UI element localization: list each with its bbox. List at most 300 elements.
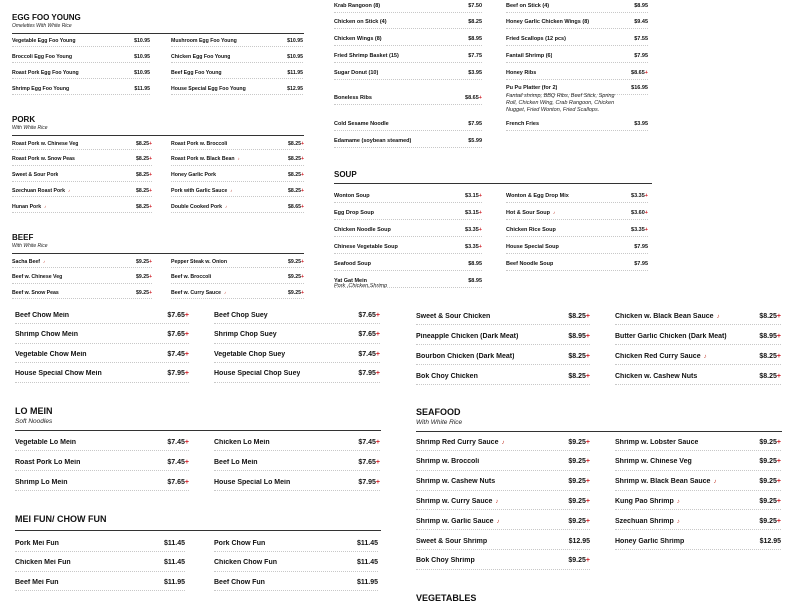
item-name: Sugar Donut (10) xyxy=(334,70,379,76)
price-plus-mark: + xyxy=(184,438,189,446)
price-plus-mark: + xyxy=(478,210,482,216)
item-price: $7.65+ xyxy=(167,311,189,319)
item-name: House Special Lo Mein xyxy=(214,478,291,486)
item-price: $8.25+ xyxy=(568,372,590,380)
item-price: $7.75 xyxy=(468,53,482,59)
price-plus-mark: + xyxy=(644,193,648,199)
spicy-icon: ♪ xyxy=(44,203,47,209)
item-name: Hot & Sour Soup ♪ xyxy=(506,210,556,216)
item-price: $3.60+ xyxy=(631,210,648,216)
item-name: Roast Pork w. Snow Peas xyxy=(12,156,75,163)
menu-item-beef-egg-foo-young xyxy=(171,67,303,79)
item-price: $8.65+ xyxy=(465,95,482,101)
menu-item-krab-rangoon-8 xyxy=(334,0,482,13)
menu-item-fantail-shrimp-6 xyxy=(506,50,648,63)
item-name: Chicken Wings (8) xyxy=(334,36,382,42)
item-price: $7.65+ xyxy=(358,458,380,466)
menu-item-bourbon-chicken-dark-meat xyxy=(416,348,590,365)
menu-item-pork-with-garlic-sauce xyxy=(171,185,304,197)
menu-item-beef-chop-suey xyxy=(214,307,380,324)
item-name: Beef w. Snow Peas xyxy=(12,289,59,296)
item-name: Sweet & Sour Pork xyxy=(12,172,59,179)
item-price: $9.25+ xyxy=(287,258,304,265)
item-price: $7.95+ xyxy=(358,370,380,378)
section-egg-foo-young xyxy=(12,14,304,34)
menu-item-shrimp-w-lobster-sauce xyxy=(615,434,781,451)
menu-item-beef-w-chinese-veg xyxy=(12,272,152,284)
menu-item-shrimp-w-cashew-nuts xyxy=(416,474,590,491)
price-plus-mark: + xyxy=(148,172,152,179)
item-price: $7.45+ xyxy=(358,438,380,446)
price-plus-mark: + xyxy=(776,517,781,525)
section-title: SEAFOOD xyxy=(416,407,461,417)
menu-item-honey-garlic-pork xyxy=(171,170,304,182)
pupu-platter-description: Fantail shrimp, BBQ Ribs, Beef Stick, Spring Roll, Chicken Wing, Crab Rangoon, Chicken Nugget, Fried Wonton, Fried Scallops. xyxy=(506,93,615,113)
item-price: $8.95+ xyxy=(568,332,590,340)
item-price: $7.45+ xyxy=(167,458,189,466)
section-subtitle: Omelettes With White Rice xyxy=(12,23,72,29)
item-name: Hunan Pork ♪ xyxy=(12,203,47,210)
price-plus-mark: + xyxy=(478,193,482,199)
item-price: $7.95 xyxy=(634,53,648,59)
item-name: Chicken Chow Fun xyxy=(214,559,277,567)
item-name: Sweet & Sour Chicken xyxy=(416,312,491,320)
menu-item-roast-pork-egg-foo-young xyxy=(12,67,150,79)
item-name: Szechuan Shrimp ♪ xyxy=(615,517,680,525)
price-plus-mark: + xyxy=(148,274,152,281)
price-plus-mark: + xyxy=(585,557,590,565)
item-price: $9.25+ xyxy=(135,274,152,281)
menu-item-house-special-egg-foo-young xyxy=(171,83,303,95)
menu-item-fried-scallops-12-pcs xyxy=(506,33,648,46)
item-name: Pu Pu Platter (for 2) xyxy=(506,85,558,91)
menu-item-wonton-egg-drop-mix xyxy=(506,190,648,203)
spicy-icon: ♪ xyxy=(230,187,233,193)
item-price: $8.25+ xyxy=(135,187,152,194)
section-subtitle: With White Rice xyxy=(12,243,48,249)
item-price: $7.95 xyxy=(634,261,648,267)
item-price: $8.25+ xyxy=(759,372,781,380)
item-name: Shrimp w. Lobster Sauce xyxy=(615,438,699,446)
price-plus-mark: + xyxy=(184,478,189,486)
menu-item-sugar-donut-10 xyxy=(334,67,482,80)
price-plus-mark: + xyxy=(644,210,648,216)
menu-item-beef-lo-mein xyxy=(214,454,380,471)
menu-item-egg-drop-soup xyxy=(334,207,482,220)
spicy-icon: ♪ xyxy=(237,156,240,162)
section-subtitle: Soft Noodles xyxy=(15,418,53,425)
menu-item-sweet-sour-pork xyxy=(12,170,152,182)
item-price: $8.25+ xyxy=(287,156,304,163)
price-plus-mark: + xyxy=(776,372,781,380)
item-price: $11.95 xyxy=(356,578,378,586)
item-price: $9.25+ xyxy=(568,438,590,446)
item-price: $7.95 xyxy=(468,121,482,127)
item-price: $11.95 xyxy=(287,69,303,76)
item-name: Roast Pork w. Chinese Veg xyxy=(12,140,79,147)
section-title: EGG FOO YOUNG xyxy=(12,13,81,22)
price-plus-mark: + xyxy=(184,331,189,339)
item-price: $9.25+ xyxy=(759,478,781,486)
menu-item-shrimp-w-broccoli xyxy=(416,454,590,471)
menu-item-seafood-soup xyxy=(334,258,482,271)
item-name: Shrimp Chop Suey xyxy=(214,331,277,339)
item-price: $8.65+ xyxy=(631,70,648,76)
item-name: Double Cooked Pork ♪ xyxy=(171,203,228,210)
item-price: $9.25+ xyxy=(568,497,590,505)
item-price: $7.95+ xyxy=(358,478,380,486)
price-plus-mark: + xyxy=(776,352,781,360)
item-name: Beef w. Broccoli xyxy=(171,274,212,281)
item-price: $7.95+ xyxy=(167,370,189,378)
price-plus-mark: + xyxy=(375,458,380,466)
price-plus-mark: + xyxy=(300,203,304,210)
section-subtitle: With White Rice xyxy=(12,125,48,131)
item-name: House Special Chow Mein xyxy=(15,370,102,378)
item-price: $3.95 xyxy=(634,121,648,127)
item-name: Fantail Shrimp (6) xyxy=(506,53,553,59)
item-name: Sweet & Sour Shrimp xyxy=(416,537,488,545)
menu-item-chicken-wings-8 xyxy=(334,33,482,46)
item-name: Mushroom Egg Foo Young xyxy=(171,37,237,44)
item-price: $9.25+ xyxy=(287,289,304,296)
item-price: $3.35+ xyxy=(631,227,648,233)
menu-item-vegetable-egg-foo-young xyxy=(12,35,150,47)
price-plus-mark: + xyxy=(776,478,781,486)
item-name: Chicken Rice Soup xyxy=(506,227,556,233)
item-price: $10.95 xyxy=(134,53,150,60)
item-price: $8.25 xyxy=(468,19,482,25)
price-plus-mark: + xyxy=(148,203,152,210)
item-name: Beef Egg Foo Young xyxy=(171,69,222,76)
price-plus-mark: + xyxy=(148,258,152,265)
item-price: $12.95 xyxy=(287,85,303,92)
menu-item-double-cooked-pork xyxy=(171,201,304,213)
price-plus-mark: + xyxy=(375,438,380,446)
menu-item-chicken-mei-fun xyxy=(15,555,185,572)
item-price: $8.25+ xyxy=(135,172,152,179)
menu-item-pineapple-chicken-dark-meat xyxy=(416,328,590,345)
item-price: $8.25+ xyxy=(135,156,152,163)
spicy-icon: ♪ xyxy=(223,289,227,295)
item-price: $8.95 xyxy=(468,36,482,42)
item-name: House Special Soup xyxy=(506,244,559,250)
item-price: $7.45+ xyxy=(167,438,189,446)
menu-item-chicken-on-stick-4 xyxy=(334,16,482,29)
menu-item-roast-pork-w-snow-peas xyxy=(12,154,152,166)
price-plus-mark: + xyxy=(148,289,152,296)
price-plus-mark: + xyxy=(585,372,590,380)
price-plus-mark: + xyxy=(585,458,590,466)
menu-item-chicken-w-black-bean-sauce xyxy=(615,308,781,325)
item-price: $8.25+ xyxy=(568,352,590,360)
item-price: $3.35+ xyxy=(465,244,482,250)
section-title: MEI FUN/ CHOW FUN xyxy=(15,514,107,524)
menu-item-shrimp-chow-mein xyxy=(15,327,189,344)
section-divider xyxy=(12,33,304,34)
menu-item-house-special-lo-mein xyxy=(214,474,380,491)
item-name: Pineapple Chicken (Dark Meat) xyxy=(416,332,519,340)
item-price: $10.95 xyxy=(287,37,303,44)
menu-item-hot-sour-soup xyxy=(506,207,648,220)
item-name: Shrimp Lo Mein xyxy=(15,478,68,486)
item-name: Pork with Garlic Sauce ♪ xyxy=(171,187,233,194)
menu-item-wonton-soup xyxy=(334,190,482,203)
price-plus-mark: + xyxy=(644,70,648,76)
item-name: Chinese Vegetable Soup xyxy=(334,244,398,250)
price-plus-mark: + xyxy=(776,438,781,446)
item-name: Wonton Soup xyxy=(334,193,370,199)
item-name: Szechuan Roast Pork ♪ xyxy=(12,187,71,194)
menu-item-shrimp-lo-mein xyxy=(15,474,189,491)
item-price: $9.25+ xyxy=(287,274,304,281)
section-vegetables-title: VEGETABLES xyxy=(416,593,477,603)
item-name: Fried Scallops (12 pcs) xyxy=(506,36,566,42)
menu-item-shrimp-w-black-bean-sauce xyxy=(615,474,781,491)
menu-item-pork-mei-fun xyxy=(15,535,185,552)
item-name: Vegetable Chow Mein xyxy=(15,350,87,358)
price-plus-mark: + xyxy=(375,478,380,486)
item-name: Chicken w. Black Bean Sauce ♪ xyxy=(615,312,720,320)
price-plus-mark: + xyxy=(478,244,482,250)
menu-item-shrimp-red-curry-sauce xyxy=(416,434,590,451)
item-price: $8.25+ xyxy=(287,187,304,194)
item-price: $7.65+ xyxy=(358,311,380,319)
price-plus-mark: + xyxy=(300,274,304,281)
item-name: Vegetable Egg Foo Young xyxy=(12,37,76,44)
yat-gat-mein-description: Pork ,Chicken,Shrimp xyxy=(334,283,388,289)
item-name: Kung Pao Shrimp ♪ xyxy=(615,497,680,505)
menu-item-shrimp-w-chinese-veg xyxy=(615,454,781,471)
item-name: Shrimp w. Broccoli xyxy=(416,458,480,466)
menu-item-french-fries xyxy=(506,118,648,131)
item-price: $7.45+ xyxy=(167,350,189,358)
item-price: $11.45 xyxy=(163,539,185,547)
price-plus-mark: + xyxy=(585,332,590,340)
item-name: Yat Gat Mein xyxy=(334,278,368,284)
spicy-icon: ♪ xyxy=(716,313,720,320)
item-price: $11.45 xyxy=(356,559,378,567)
menu-item-shrimp-chop-suey xyxy=(214,327,380,344)
item-name: Beef Noodle Soup xyxy=(506,261,554,267)
item-name: Shrimp Chow Mein xyxy=(15,331,78,339)
price-plus-mark: + xyxy=(184,458,189,466)
menu-item-honey-garlic-shrimp xyxy=(615,533,781,550)
item-name: Honey Garlic Pork xyxy=(171,172,216,179)
menu-item-shrimp-w-garlic-sauce xyxy=(416,513,590,530)
menu-item-house-special-chop-suey xyxy=(214,366,380,383)
item-price: $9.25+ xyxy=(568,458,590,466)
price-plus-mark: + xyxy=(585,517,590,525)
menu-item-chicken-noodle-soup xyxy=(334,224,482,237)
section-title: LO MEIN xyxy=(15,406,53,416)
item-price: $7.65+ xyxy=(167,331,189,339)
menu-item-vegetable-chop-suey xyxy=(214,346,380,363)
price-plus-mark: + xyxy=(184,350,189,358)
item-price: $3.35+ xyxy=(631,193,648,199)
item-price: $7.95 xyxy=(634,244,648,250)
item-name: Shrimp Egg Foo Young xyxy=(12,85,70,92)
section-mei-fun xyxy=(15,515,381,531)
item-price: $8.25+ xyxy=(135,203,152,210)
item-price: $3.15+ xyxy=(465,210,482,216)
item-price: $11.95 xyxy=(163,578,185,586)
item-name: Beef Chow Fun xyxy=(214,578,265,586)
item-price: $9.25+ xyxy=(759,517,781,525)
menu-item-roast-pork-lo-mein xyxy=(15,454,189,471)
section-divider xyxy=(12,135,304,136)
item-name: Chicken Red Curry Sauce ♪ xyxy=(615,352,707,360)
spicy-icon: ♪ xyxy=(713,479,717,486)
menu-item-sacha-beef xyxy=(12,256,152,268)
item-price: $8.65+ xyxy=(287,203,304,210)
item-price: $3.15+ xyxy=(465,193,482,199)
price-plus-mark: + xyxy=(644,227,648,233)
price-plus-mark: + xyxy=(300,156,304,163)
item-price: $3.95 xyxy=(468,70,482,76)
section-divider xyxy=(334,183,652,184)
menu-item-chicken-rice-soup xyxy=(506,224,648,237)
item-name: Chicken Noodle Soup xyxy=(334,227,391,233)
item-name: House Special Egg Foo Young xyxy=(171,85,246,92)
item-name: Chicken Mei Fun xyxy=(15,559,71,567)
item-name: Roast Pork Egg Foo Young xyxy=(12,69,79,76)
menu-item-kung-pao-shrimp xyxy=(615,493,781,510)
item-name: Boneless Ribs xyxy=(334,95,372,101)
item-price: $9.25+ xyxy=(135,258,152,265)
menu-item-beef-w-snow-peas xyxy=(12,287,152,299)
item-price: $10.95 xyxy=(287,53,303,60)
spicy-icon: ♪ xyxy=(553,210,556,215)
menu-item-chinese-vegetable-soup xyxy=(334,241,482,254)
item-name: Shrimp w. Chinese Veg xyxy=(615,458,692,466)
section-lo-mein xyxy=(15,407,381,431)
section-pork xyxy=(12,116,304,136)
menu-item-beef-mei-fun xyxy=(15,574,185,591)
menu-item-shrimp-w-curry-sauce xyxy=(416,493,590,510)
item-price: $8.95+ xyxy=(759,332,781,340)
item-name: Roast Pork w. Black Bean ♪ xyxy=(171,156,240,163)
menu-item-broccoli-egg-foo-young xyxy=(12,51,150,63)
section-divider xyxy=(12,253,304,254)
price-plus-mark: + xyxy=(148,156,152,163)
menu-item-boneless-ribs xyxy=(334,92,482,105)
spicy-icon: ♪ xyxy=(676,498,680,505)
item-name: French Fries xyxy=(506,121,540,127)
price-plus-mark: + xyxy=(300,172,304,179)
item-name: Chicken w. Cashew Nuts xyxy=(615,372,698,380)
item-name: Bourbon Chicken (Dark Meat) xyxy=(416,352,515,360)
item-name: Pork Mei Fun xyxy=(15,539,59,547)
price-plus-mark: + xyxy=(184,370,189,378)
item-price: $8.25+ xyxy=(287,172,304,179)
menu-item-house-special-chow-mein xyxy=(15,366,189,383)
section-beef xyxy=(12,234,304,254)
item-name: Butter Garlic Chicken (Dark Meat) xyxy=(615,332,727,340)
menu-item-chicken-w-cashew-nuts xyxy=(615,368,781,385)
item-name: Chicken Egg Foo Young xyxy=(171,53,231,60)
item-price: $8.25+ xyxy=(287,140,304,147)
item-price: $9.25+ xyxy=(568,517,590,525)
item-price: $9.25+ xyxy=(759,497,781,505)
item-price: $8.25+ xyxy=(568,312,590,320)
item-name: Beef Chop Suey xyxy=(214,311,268,319)
price-plus-mark: + xyxy=(375,370,380,378)
item-name: Pepper Steak w. Onion xyxy=(171,258,228,265)
menu-item-cold-sesame-noodle xyxy=(334,118,482,131)
menu-item-roast-pork-w-broccoli xyxy=(171,138,304,150)
price-plus-mark: + xyxy=(585,478,590,486)
item-name: Shrimp w. Cashew Nuts xyxy=(416,478,496,486)
item-price: $16.95 xyxy=(631,85,648,91)
menu-item-szechuan-roast-pork xyxy=(12,185,152,197)
menu-item-beef-chow-fun xyxy=(214,574,378,591)
menu-item-beef-chow-mein xyxy=(15,307,189,324)
price-plus-mark: + xyxy=(184,311,189,319)
item-name: Vegetable Chop Suey xyxy=(214,350,286,358)
price-plus-mark: + xyxy=(375,331,380,339)
menu-item-mushroom-egg-foo-young xyxy=(171,35,303,47)
menu-item-honey-garlic-chicken-wings-8 xyxy=(506,16,648,29)
menu-item-shrimp-egg-foo-young xyxy=(12,83,150,95)
price-plus-mark: + xyxy=(478,95,482,101)
item-name: Wonton & Egg Drop Mix xyxy=(506,193,569,199)
spicy-icon: ♪ xyxy=(225,203,228,209)
item-name: Roast Pork Lo Mein xyxy=(15,458,81,466)
section-title: BEEF xyxy=(12,233,34,242)
item-name: Beef Mei Fun xyxy=(15,578,59,586)
item-name: Bok Choy Chicken xyxy=(416,372,478,380)
item-name: Pork Chow Fun xyxy=(214,539,266,547)
menu-item-bok-choy-shrimp xyxy=(416,553,590,570)
item-name: Krab Rangoon (8) xyxy=(334,3,381,9)
price-plus-mark: + xyxy=(776,312,781,320)
item-price: $8.95 xyxy=(634,3,648,9)
menu-item-beef-noodle-soup xyxy=(506,258,648,271)
item-price: $9.25+ xyxy=(568,478,590,486)
price-plus-mark: + xyxy=(776,458,781,466)
menu-item-roast-pork-w-chinese-veg xyxy=(12,138,152,150)
spicy-icon: ♪ xyxy=(495,498,499,505)
item-name: House Special Chop Suey xyxy=(214,370,301,378)
menu-item-sweet-sour-shrimp xyxy=(416,533,590,550)
spicy-icon: ♪ xyxy=(496,518,500,525)
price-plus-mark: + xyxy=(300,258,304,265)
menu-item-beef-w-broccoli xyxy=(171,272,304,284)
item-price: $9.45 xyxy=(634,19,648,25)
item-name: Beef on Stick (4) xyxy=(506,3,550,9)
item-price: $3.35+ xyxy=(465,227,482,233)
menu-item-chicken-red-curry-sauce xyxy=(615,348,781,365)
price-plus-mark: + xyxy=(776,332,781,340)
item-price: $7.65+ xyxy=(167,478,189,486)
menu-item-vegetable-chow-mein xyxy=(15,346,189,363)
item-price: $7.45+ xyxy=(358,350,380,358)
menu-item-pork-chow-fun xyxy=(214,535,378,552)
item-name: Honey Garlic Chicken Wings (8) xyxy=(506,19,590,25)
item-name: Shrimp Red Curry Sauce ♪ xyxy=(416,438,505,446)
spicy-icon: ♪ xyxy=(703,353,707,360)
menu-item-beef-w-curry-sauce xyxy=(171,287,304,299)
price-plus-mark: + xyxy=(585,497,590,505)
section-soup xyxy=(334,171,652,184)
item-price: $8.25+ xyxy=(135,140,152,147)
section-title: SOUP xyxy=(334,170,357,179)
price-plus-mark: + xyxy=(585,438,590,446)
price-plus-mark: + xyxy=(375,311,380,319)
item-name: Shrimp w. Curry Sauce ♪ xyxy=(416,497,499,505)
item-name: Broccoli Egg Foo Young xyxy=(12,53,73,60)
